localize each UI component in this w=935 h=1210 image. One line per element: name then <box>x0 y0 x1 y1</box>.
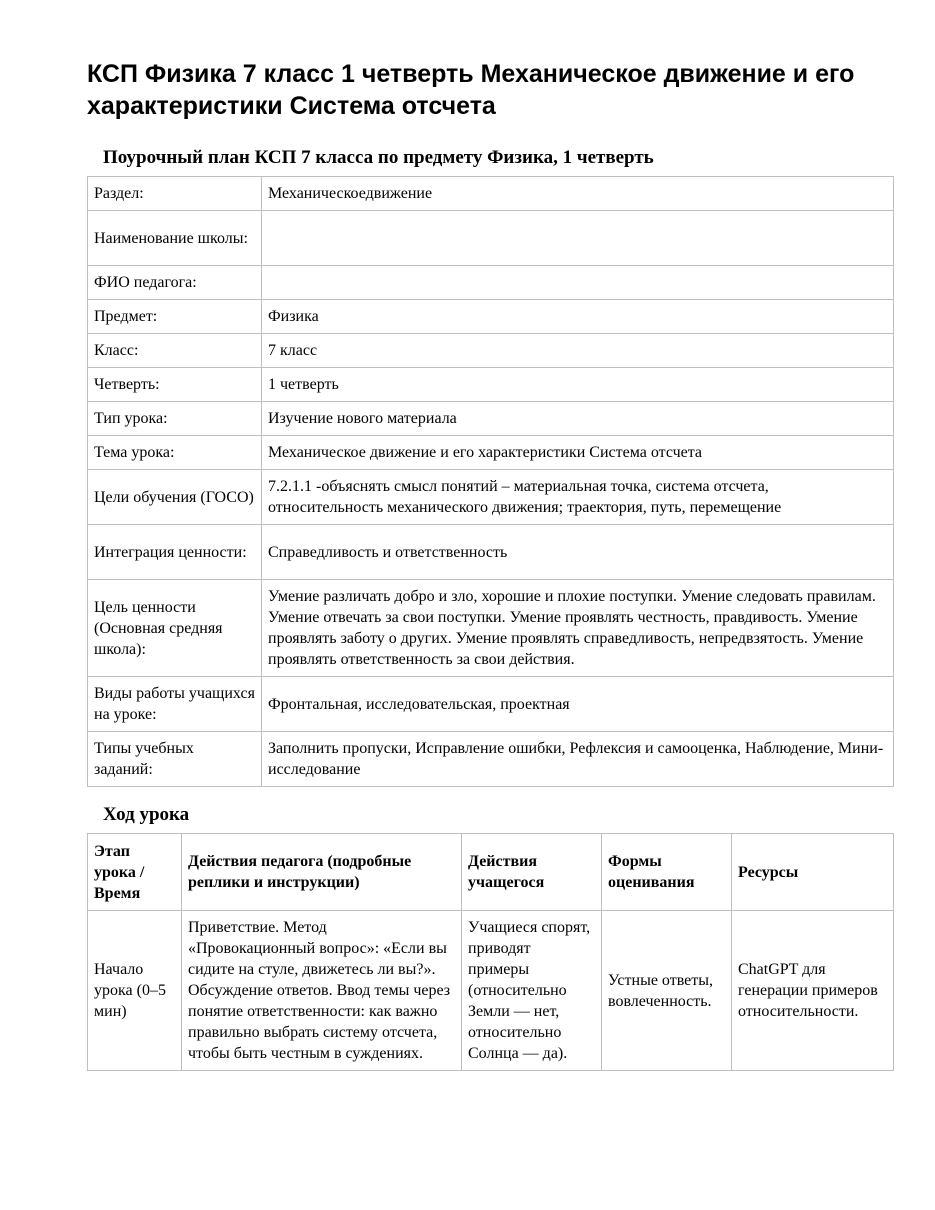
info-value: 7 класс <box>262 334 894 368</box>
info-row <box>88 470 894 525</box>
info-label: Цели обучения (ГОСО) <box>88 470 262 525</box>
info-value <box>262 211 894 266</box>
info-row <box>88 732 894 787</box>
table-header-row <box>88 834 894 911</box>
info-value: Справедливость и ответственность <box>262 525 894 580</box>
info-label: Тип урока: <box>88 402 262 436</box>
info-value <box>262 266 894 300</box>
info-value: Механическоедвижение <box>262 177 894 211</box>
info-label: ФИО педагога: <box>88 266 262 300</box>
info-label: Тема урока: <box>88 436 262 470</box>
spacer <box>87 787 893 803</box>
lesson-heading: Ход урока <box>103 804 190 825</box>
info-value: 7.2.1.1 -объяснять смысл понятий – материальная точка, система отсчета, относительность механического движения; траектория, путь, перемещение <box>262 470 894 525</box>
info-value: Физика <box>262 300 894 334</box>
info-row <box>88 525 894 580</box>
document-page <box>87 58 893 1071</box>
info-label: Предмет: <box>88 300 262 334</box>
info-label: Наименование школы: <box>88 211 262 266</box>
info-row <box>88 368 894 402</box>
info-row <box>88 402 894 436</box>
lesson-info-table <box>87 176 894 787</box>
info-row <box>88 300 894 334</box>
info-row <box>88 334 894 368</box>
info-row <box>88 177 894 211</box>
info-row <box>88 436 894 470</box>
info-label: Интеграция ценности: <box>88 525 262 580</box>
info-label: Раздел: <box>88 177 262 211</box>
document-title: КСП Физика 7 класс 1 четверть Механическое движение и его характеристики Система отсчета <box>87 60 855 120</box>
info-label: Класс: <box>88 334 262 368</box>
info-value: Заполнить пропуски, Исправление ошибки, Рефлексия и самооценка, Наблюдение, Мини-исследование <box>262 732 894 787</box>
column-header-assessment: Формы оценивания <box>602 834 732 911</box>
info-row <box>88 211 894 266</box>
teacher-actions-cell: Приветствие. Метод «Провокационный вопрос»: «Если вы сидите на стуле, движетесь ли вы?». Обсуждение ответов. Ввод темы через понятие ответственности: как важно правильно выбрать систему отсчета, чтобы быть честным в суждениях. <box>182 911 462 1071</box>
column-header-student: Действия учащегося <box>462 834 602 911</box>
lesson-flow-table <box>87 833 894 1071</box>
stage-cell: Начало урока (0–5 мин) <box>88 911 182 1071</box>
info-value: Механическое движение и его характеристики Система отсчета <box>262 436 894 470</box>
resources-cell: ChatGPT для генерации примеров относительности. <box>732 911 894 1071</box>
info-value: Фронтальная, исследовательская, проектная <box>262 677 894 732</box>
info-row <box>88 677 894 732</box>
column-header-resources: Ресурсы <box>732 834 894 911</box>
info-value: Умение различать добро и зло, хорошие и плохие поступки. Умение следовать правилам. Умение отвечать за свои поступки. Умение проявлять честность, правдивость. Умение проявлять заботу о других. Умение проявлять справедливость, непредвзятость. Умение проявлять ответственность за свои действия. <box>262 580 894 677</box>
assessment-cell: Устные ответы, вовлеченность. <box>602 911 732 1071</box>
info-label: Четверть: <box>88 368 262 402</box>
table-row <box>88 911 894 1071</box>
student-actions-cell: Учащиеся спорят, приводят примеры (относительно Земли — нет, относительно Солнца — да). <box>462 911 602 1071</box>
info-row <box>88 580 894 677</box>
plan-heading: Поурочный план КСП 7 класса по предмету Физика, 1 четверть <box>103 147 654 168</box>
info-label: Типы учебных заданий: <box>88 732 262 787</box>
column-header-teacher: Действия педагога (подробные реплики и инструкции) <box>182 834 462 911</box>
column-header-stage: Этап урока / Время <box>88 834 182 911</box>
info-label: Цель ценности (Основная средняя школа): <box>88 580 262 677</box>
info-value: 1 четверть <box>262 368 894 402</box>
info-label: Виды работы учащихся на уроке: <box>88 677 262 732</box>
info-row <box>88 266 894 300</box>
info-value: Изучение нового материала <box>262 402 894 436</box>
